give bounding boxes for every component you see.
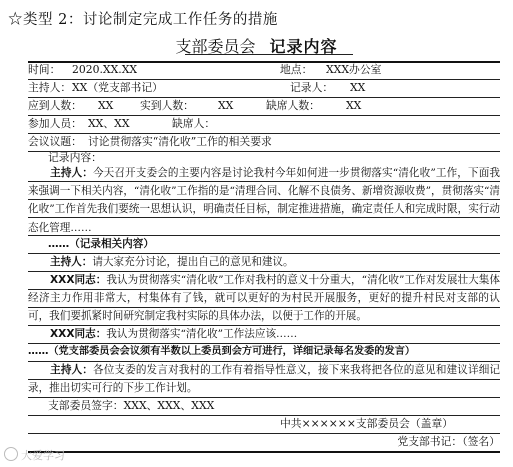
members-signature: 支部委员签字：XXX、XXX、XXX xyxy=(48,399,215,412)
quorum-note: ……（党支部委员会会议须有半数以上委员到会方可进行，详细记录每名发委的发言） xyxy=(28,346,416,357)
divider xyxy=(28,451,500,453)
actual-value: XX xyxy=(218,99,234,112)
committee-seal: 中共××××××支部委员会（盖章） xyxy=(280,417,454,430)
speaker-label: 主持人： xyxy=(50,364,93,376)
participants-label: 参加人员： xyxy=(28,117,82,130)
host-label: 主持人： xyxy=(28,81,72,94)
participants-value: XX、XX xyxy=(88,117,130,130)
speaker-label: XXX同志： xyxy=(50,274,107,286)
recorder-value: XX xyxy=(350,81,366,94)
paragraph-text: 各位支委的发言对我村的工作有着指导性意义，接下来我将把各位的意见和建议详细记录，推出切实可行的下步工作计划。 xyxy=(28,364,500,395)
watermark-text: 大爱学习 xyxy=(21,449,65,462)
line xyxy=(28,199,500,200)
recorder-label: 记录人： xyxy=(290,81,334,94)
speaker-label: XXX同志： xyxy=(50,328,107,340)
record-content-label: 记录内容： xyxy=(48,151,102,164)
paragraph-text: 请大家充分讨论，提出自己的意见和建议。 xyxy=(92,256,294,268)
paragraph-host-invite xyxy=(28,253,500,271)
secretary-signature: 党支部书记：（签名） xyxy=(397,435,500,448)
line xyxy=(28,289,500,290)
speaker-label: 主持人： xyxy=(50,256,93,268)
host-value: XX（党支部书记） xyxy=(72,81,163,94)
title-underline xyxy=(185,54,353,55)
expected-value: XX xyxy=(98,99,114,112)
paragraph-member-2 xyxy=(28,325,500,343)
place-value: XXX办公室 xyxy=(326,63,382,76)
time-label: 时间： xyxy=(28,63,61,76)
actual-label: 实到人数： xyxy=(140,99,194,112)
line xyxy=(28,307,500,308)
absent-count-value: XX xyxy=(346,99,362,112)
absent-count-label: 缺席人数： xyxy=(266,99,320,112)
speaker-label: 主持人： xyxy=(50,167,93,179)
topic-label: 会议议题： xyxy=(28,135,82,148)
watermark-icon xyxy=(4,447,18,461)
title-record: 记录内容 xyxy=(269,37,338,56)
line xyxy=(28,217,500,218)
time-value: 2020.XX.XX xyxy=(72,63,138,76)
place-label: 地点： xyxy=(280,63,313,76)
paragraph-host-intro xyxy=(28,164,500,238)
watermark xyxy=(4,447,65,463)
topic-value: 讨论贯彻落实“清化收”工作的相关要求 xyxy=(88,135,272,148)
expected-label: 应到人数： xyxy=(28,99,82,112)
paragraph-member-1 xyxy=(28,271,500,327)
line xyxy=(28,181,500,182)
paragraph-text: 我认为贯彻落实“清化收”工作对我村的意义十分重大，“清化收”工作对发展壮大集体经济主力作用非常大，村集体有了钱，就可以更好的为村民开展服务，更好的提升村民对支部的认可，我们要抓紧时间研究制定我村实际的具体办法，以便于工作的开展。 xyxy=(28,274,500,323)
line xyxy=(28,379,500,380)
absentees-label: 缺席人： xyxy=(172,117,216,130)
ellipsis-note: ……（记录相关内容） xyxy=(48,238,154,250)
paragraph-text: 我认为贯彻落实“清化收”工作法应该…… xyxy=(106,328,298,340)
paragraph-text: 今天召开支委会的主要内容是讨论我村今年如何进一步贯彻落实“清化收”工作，下面我来强调一下相关内容，“清化收”工作指的是“清理合同、化解不良债务、新增资源收费”，贯彻落实“清化收”工作首先我们要统一思想认识，明确责任目标，制定推进措施，确定责任人和完成时限，实行动态化管理…… xyxy=(28,167,500,234)
section-heading: ☆类型 2：讨论制定完成工作任务的措施 xyxy=(8,12,278,28)
title-org: 支部委员会 xyxy=(175,37,256,56)
